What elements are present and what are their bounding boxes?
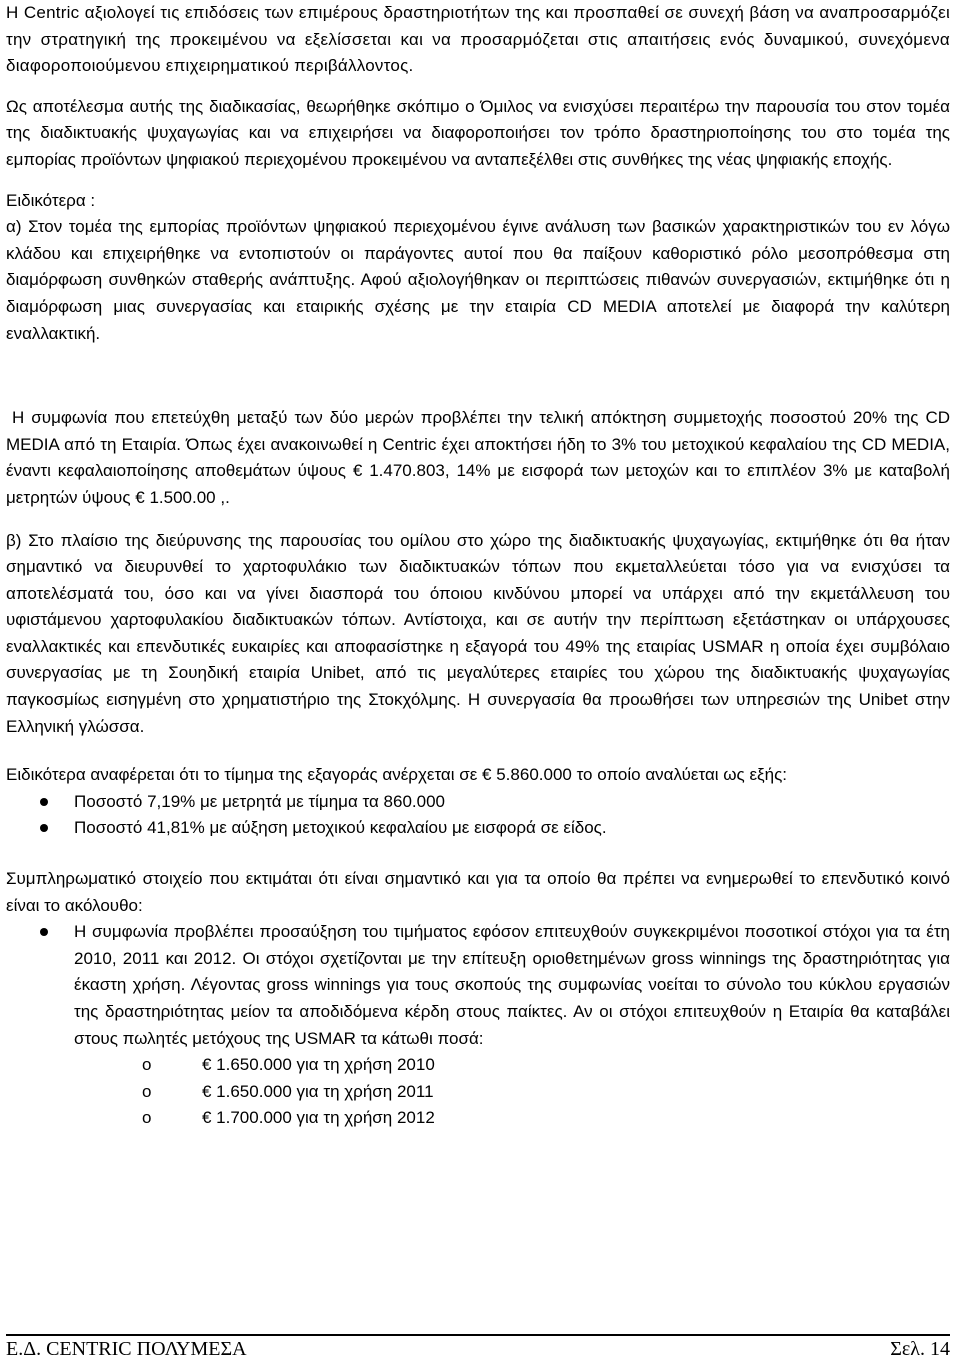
supplementary-item-text: Η συμφωνία προβλέπει προσαύξηση του τιμήματος εφόσον επιτευχθούν συγκεκριμένοι ποσοτικοί στόχοι για τα έτη 2010, 2011 και 2012. Οι στόχοι σχετίζονται με την επίτευξη οριοθετημένων gross winnings της δραστηριότητας για έκαστη χρήση. Λέγοντας gross winnings για τους σκοπούς της συμφωνίας νοείται το σύνολο του κύκλου εργασιών της δραστηριότητας μείον τα αποδιδόμενα κέρδη στους παίκτες. Αν οι στόχοι επιτευχθούν η Εταιρία θα καταβάλει στους πωλητές μετόχους της USMAR τα κάτωθι ποσά:: [74, 922, 950, 1048]
strategy-paragraph: Ως αποτέλεσμα αυτής της διαδικασίας, θεωρήθηκε σκόπιμο ο Όμιλος να ενισχύσει περαιτέρω την παρουσία του στον τομέα της διαδικτυακής ψυχαγωγίας και να επιχειρήσει να διαφοροποιήσει τον τρόπο δραστηριοποίησης του στο τομέα της εμπορίας προϊόντων ψηφιακού περιεχομένου προκειμένου να ανταπεξέλθει στις συνθήκες της νέας ψηφιακής εποχής.: [6, 96, 950, 169]
agreement-paragraph: Η συμφωνία που επετεύχθη μεταξύ των δύο μερών προβλέπει την τελική απόκτηση συμμετοχής ποσοστού 20% της CD MEDIA από τη Εταιρία. Όπως έχει ανακοινωθεί η Centric έχει αποκτήσει ήδη το 3% του μετοχικού κεφαλαίου της CD MEDIA, έναντι κεφαλαιοποίησης αποθεμάτων ύψους € 1.470.803, 14% με εισφορά των μετοχών και το επιπλέον 3% με καταβολή μετρητών ύψους € 1.500.00 ,.: [6, 408, 950, 507]
payments-list: [74, 1052, 950, 1132]
page-footer: [6, 1334, 950, 1361]
list-item: Ποσοστό 41,81% με αύξηση μετοχικού κεφαλαίου με εισφορά σε είδος.: [6, 815, 950, 842]
specifically-label: Ειδικότερα :: [6, 190, 96, 210]
list-item: o € 1.650.000 για τη χρήση 2011: [74, 1079, 950, 1106]
list-item: Ποσοστό 7,19% με μετρητά με τίμημα τα 860.000: [6, 789, 950, 816]
section-beta-paragraph: β) Στο πλαίσιο της διεύρυνσης της παρουσίας του ομίλου στο χώρο της διαδικτυακής ψυχαγωγίας, εκτιμήθηκε ότι θα ήταν σημαντικό να διευρυνθεί το χαρτοφυλάκιο των διαδικτυακών τόπων που εκμεταλλεύεται τόσο για να ενισχύσει τα αποτελέσματά του, όσο και να γίνει διασπορά του όποιου κινδύνου μπορεί να υπάρχει από την εκμετάλλευση του υφιστάμενου χαρτοφυλακίου διαδικτυακών τόπων. Αντίστοιχα, και σε αυτήν την περίπτωση εξετάστηκαν οι υπάρχουσες εναλλακτικές και επενδυτικές ευκαιρίες και αποφασίστηκε η εξαγορά του 49% της εταιρίας USMAR η οποία έχει συμβόλαιο συνεργασίας με τη Σουηδική εταιρία Unibet, από τις μεγαλύτερες εταιρίες του χώρου της διαδικτυακής ψυχαγωγίας παγκοσμίως εισηγμένη στο χρηματιστήριο της Στοκχόλμης. Η συνεργασία θα προωθήσει των υπηρεσιών της Unibet στην Ελληνική γλώσσα.: [6, 530, 950, 736]
price-intro-paragraph: Ειδικότερα αναφέρεται ότι το τίμημα της εξαγοράς ανέρχεται σε € 5.860.000 το οποίο αναλύεται ως εξής:: [6, 765, 788, 785]
supplementary-paragraph: Συμπληρωματικό στοιχείο που εκτιμάται ότι είναι σημαντικό και για τα οποίο θα πρέπει να ενημερωθεί το επενδυτικό κοινό είναι το ακόλουθο:: [6, 869, 950, 915]
document-page: [6, 0, 950, 1132]
footer-company: Ε.Δ. CENTRIC ΠΟΛΥΜΕΣΑ: [6, 1338, 247, 1360]
list-item: o € 1.700.000 για τη χρήση 2012: [74, 1105, 950, 1132]
list-item: o € 1.650.000 για τη χρήση 2010: [74, 1052, 950, 1079]
supplementary-list: [6, 919, 950, 1132]
list-item: [6, 919, 950, 1132]
intro-paragraph: Η Centric αξιολογεί τις επιδόσεις των επιμέρους δραστηριοτήτων της και προσπαθεί σε συνεχή βάση να αναπροσαρμόζει την στρατηγική της προκειμένου να εξελίσσεται και να προσαρμόζεται στις απαιτήσεις ενός δυναμικού, συνεχόμενα διαφοροποιούμενου επιχειρηματικού περιβάλλοντος.: [6, 3, 950, 76]
page-number: Σελ. 14: [890, 1338, 950, 1360]
price-breakdown-list: [6, 789, 950, 842]
section-alpha-paragraph: α) Στον τομέα της εμπορίας προϊόντων ψηφιακού περιεχομένου έγινε ανάλυση των βασικών χαρακτηριστικών του εν λόγω κλάδου και επιχειρήθηκε να εντοπιστούν οι παράγοντες αυτοί που θα παίξουν καθοριστικό ρόλο μεσοπρόθεσμα στη διαμόρφωση συνθηκών σταθερής ανάπτυξης. Αφού αξιολογήθηκαν οι περιπτώσεις πιθανών συνεργασιών, εκτιμήθηκε ότι η διαμόρφωση μιας συνεργασίας και εταιρικής σχέσης με την εταιρία CD MEDIA αποτελεί με διαφορά την καλύτερη εναλλακτική.: [6, 217, 950, 343]
